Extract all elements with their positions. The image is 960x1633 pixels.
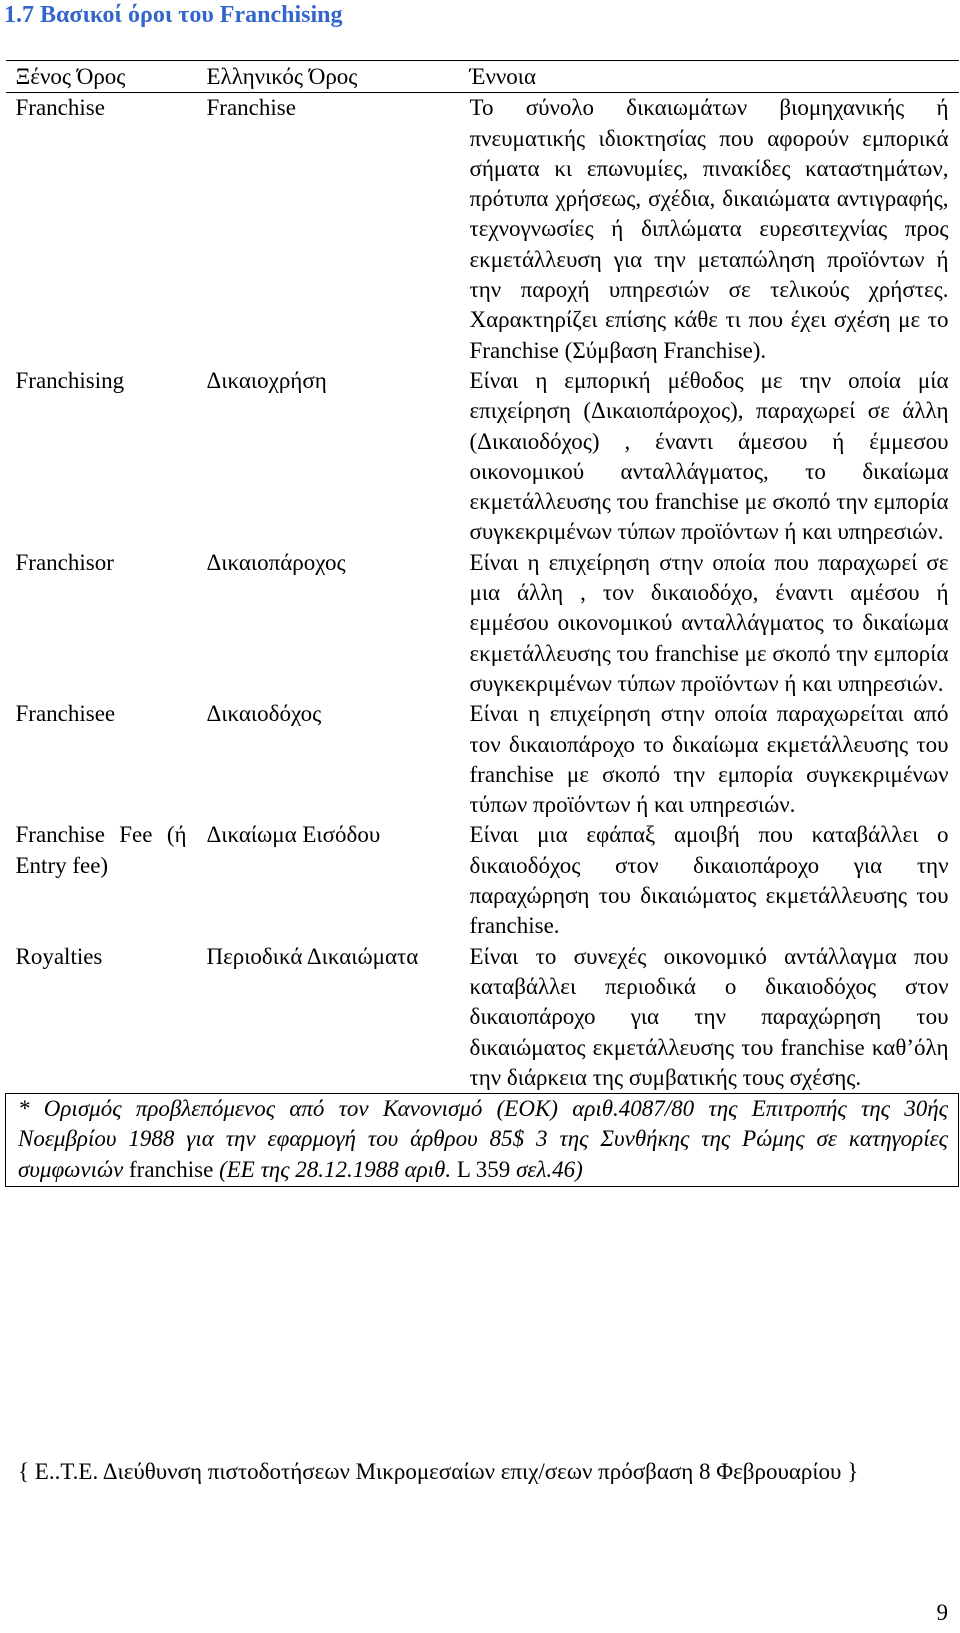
foreign-term-cell: Franchise Fee (ή Entry fee) (15, 822, 187, 878)
foreign-term-cell: Royalties (15, 943, 103, 969)
foreign-term-cell: Franchisee (15, 701, 116, 727)
footnote-term: franchise (129, 1156, 214, 1182)
source-citation: { Ε..Τ.Ε. Διεύθυνση πιστοδοτήσεων Μικρομεσαίων επιχ/σεων πρόσβαση 8 Φεβρουαρίου } (18, 1459, 859, 1484)
table-row (6, 548, 959, 699)
foreign-term-cell: Franchising (15, 367, 125, 393)
table-row (6, 820, 959, 941)
greek-term-cell: Franchise (206, 95, 296, 121)
table-footnote (6, 1094, 959, 1187)
table-row (6, 93, 959, 366)
footnote-text-part2: (ΕΕ της 28.12.1988 αριθ. (213, 1156, 457, 1182)
table-row (6, 366, 959, 548)
header-greek-term: Ελληνικός Όρος (197, 61, 458, 93)
greek-term-cell: Περιοδικά Δικαιώματα (206, 943, 419, 969)
terms-table (5, 60, 959, 1187)
table-header-row (6, 61, 959, 93)
meaning-cell: Είναι η επιχείρηση στην οποία παραχωρείται από τον δικαιοπάροχο το δικαίωμα εκμετάλλευσης του franchise με σκοπό την εμπορία συγκεκριμένων τύπων προϊόντων ή και υπηρεσιών. (469, 701, 949, 818)
header-foreign-term: Ξένος Όρος (6, 61, 197, 93)
footnote-reference: L 359 (456, 1156, 511, 1182)
footnote-text-part1: * Ορισμός προβλεπόμενος από τον Κανονισμό (ΕΟΚ) αριθ.4087/80 της Επιτροπής της 30ής Νοεμβρίου 1988 για την εφαρμογή του άρθρου 85$ 3 της Συνθήκης της Ρώμης σε κατηγορίες συμφωνιών (18, 1096, 948, 1182)
section-title: 1.7 Βασικοί όροι του Franchising (4, 2, 343, 28)
greek-term-cell: Δικαιοπάροχος (206, 549, 346, 575)
greek-term-cell: Δικαιοχρήση (206, 367, 327, 393)
foreign-term-cell: Franchise (15, 95, 105, 121)
foreign-term-cell: Franchisor (15, 549, 114, 575)
page-number: 9 (936, 1600, 948, 1625)
footnote-text-part3: σελ.46) (510, 1156, 583, 1182)
table-footnote-row (6, 1094, 959, 1187)
table-row (6, 942, 959, 1094)
meaning-cell: Είναι μια εφάπαξ αμοιβή που καταβάλλει ο δικαιοδόχος στον δικαιοπάροχο για την παραχώρηση του δικαιώματος εκμετάλλευσης του franchise. (469, 822, 949, 939)
table-row (6, 699, 959, 820)
greek-term-cell: Δικαιοδόχος (206, 701, 322, 727)
meaning-cell: Το σύνολο δικαιωμάτων βιομηχανικής ή πνευματικής ιδιοκτησίας που αφορούν εμπορικά σήματα κι επωνυμίες, πινακίδες καταστημάτων, πρότυπα χρήσεως, σχέδια, δικαιώματα αντιγραφής, τεχνογνωσίες ή διπλώματα ευρεσιτεχνίας προς εκμετάλλευση για την μεταπώληση προϊόντων ή την παροχή υπηρεσιών σε τελικούς χρήστες. Χαρακτηρίζει επίσης κάθε τι που έχει σχέση με το Franchise (Σύμβαση Franchise). (469, 95, 949, 363)
greek-term-cell: Δικαίωμα Εισόδου (206, 822, 381, 848)
meaning-cell: Είναι το συνεχές οικονομικό αντάλλαγμα που καταβάλλει περιοδικά ο δικαιοδόχος στον δικαιοπάροχο για την παραχώρηση του δικαιώματος εκμετάλλευσης του franchise καθ’όλη την διάρκεια της συμβατικής τους σχέσης. (469, 943, 949, 1090)
header-meaning: Έννοια (458, 61, 959, 93)
meaning-cell: Είναι η εμπορική μέθοδος με την οποία μία επιχείρηση (Δικαιοπάροχος), παραχωρεί σε άλλη (Δικαιοδόχος) , έναντι άμεσου ή έμμεσου οικονομικού ανταλλάγματος, το δικαίωμα εκμετάλλευσης του franchise με σκοπό την εμπορία συγκεκριμένων τύπων προϊόντων ή και υπηρεσιών. (469, 367, 949, 545)
meaning-cell: Είναι η επιχείρηση στην οποία που παραχωρεί σε μια άλλη , τον δικαιοδόχο, έναντι αμέσου ή εμμέσου οικονομικού ανταλλάγματος το δικαίωμα εκμετάλλευσης του franchise με σκοπό την εμπορία συγκεκριμένων τύπων προϊόντων ή και υπηρεσιών. (469, 549, 949, 696)
